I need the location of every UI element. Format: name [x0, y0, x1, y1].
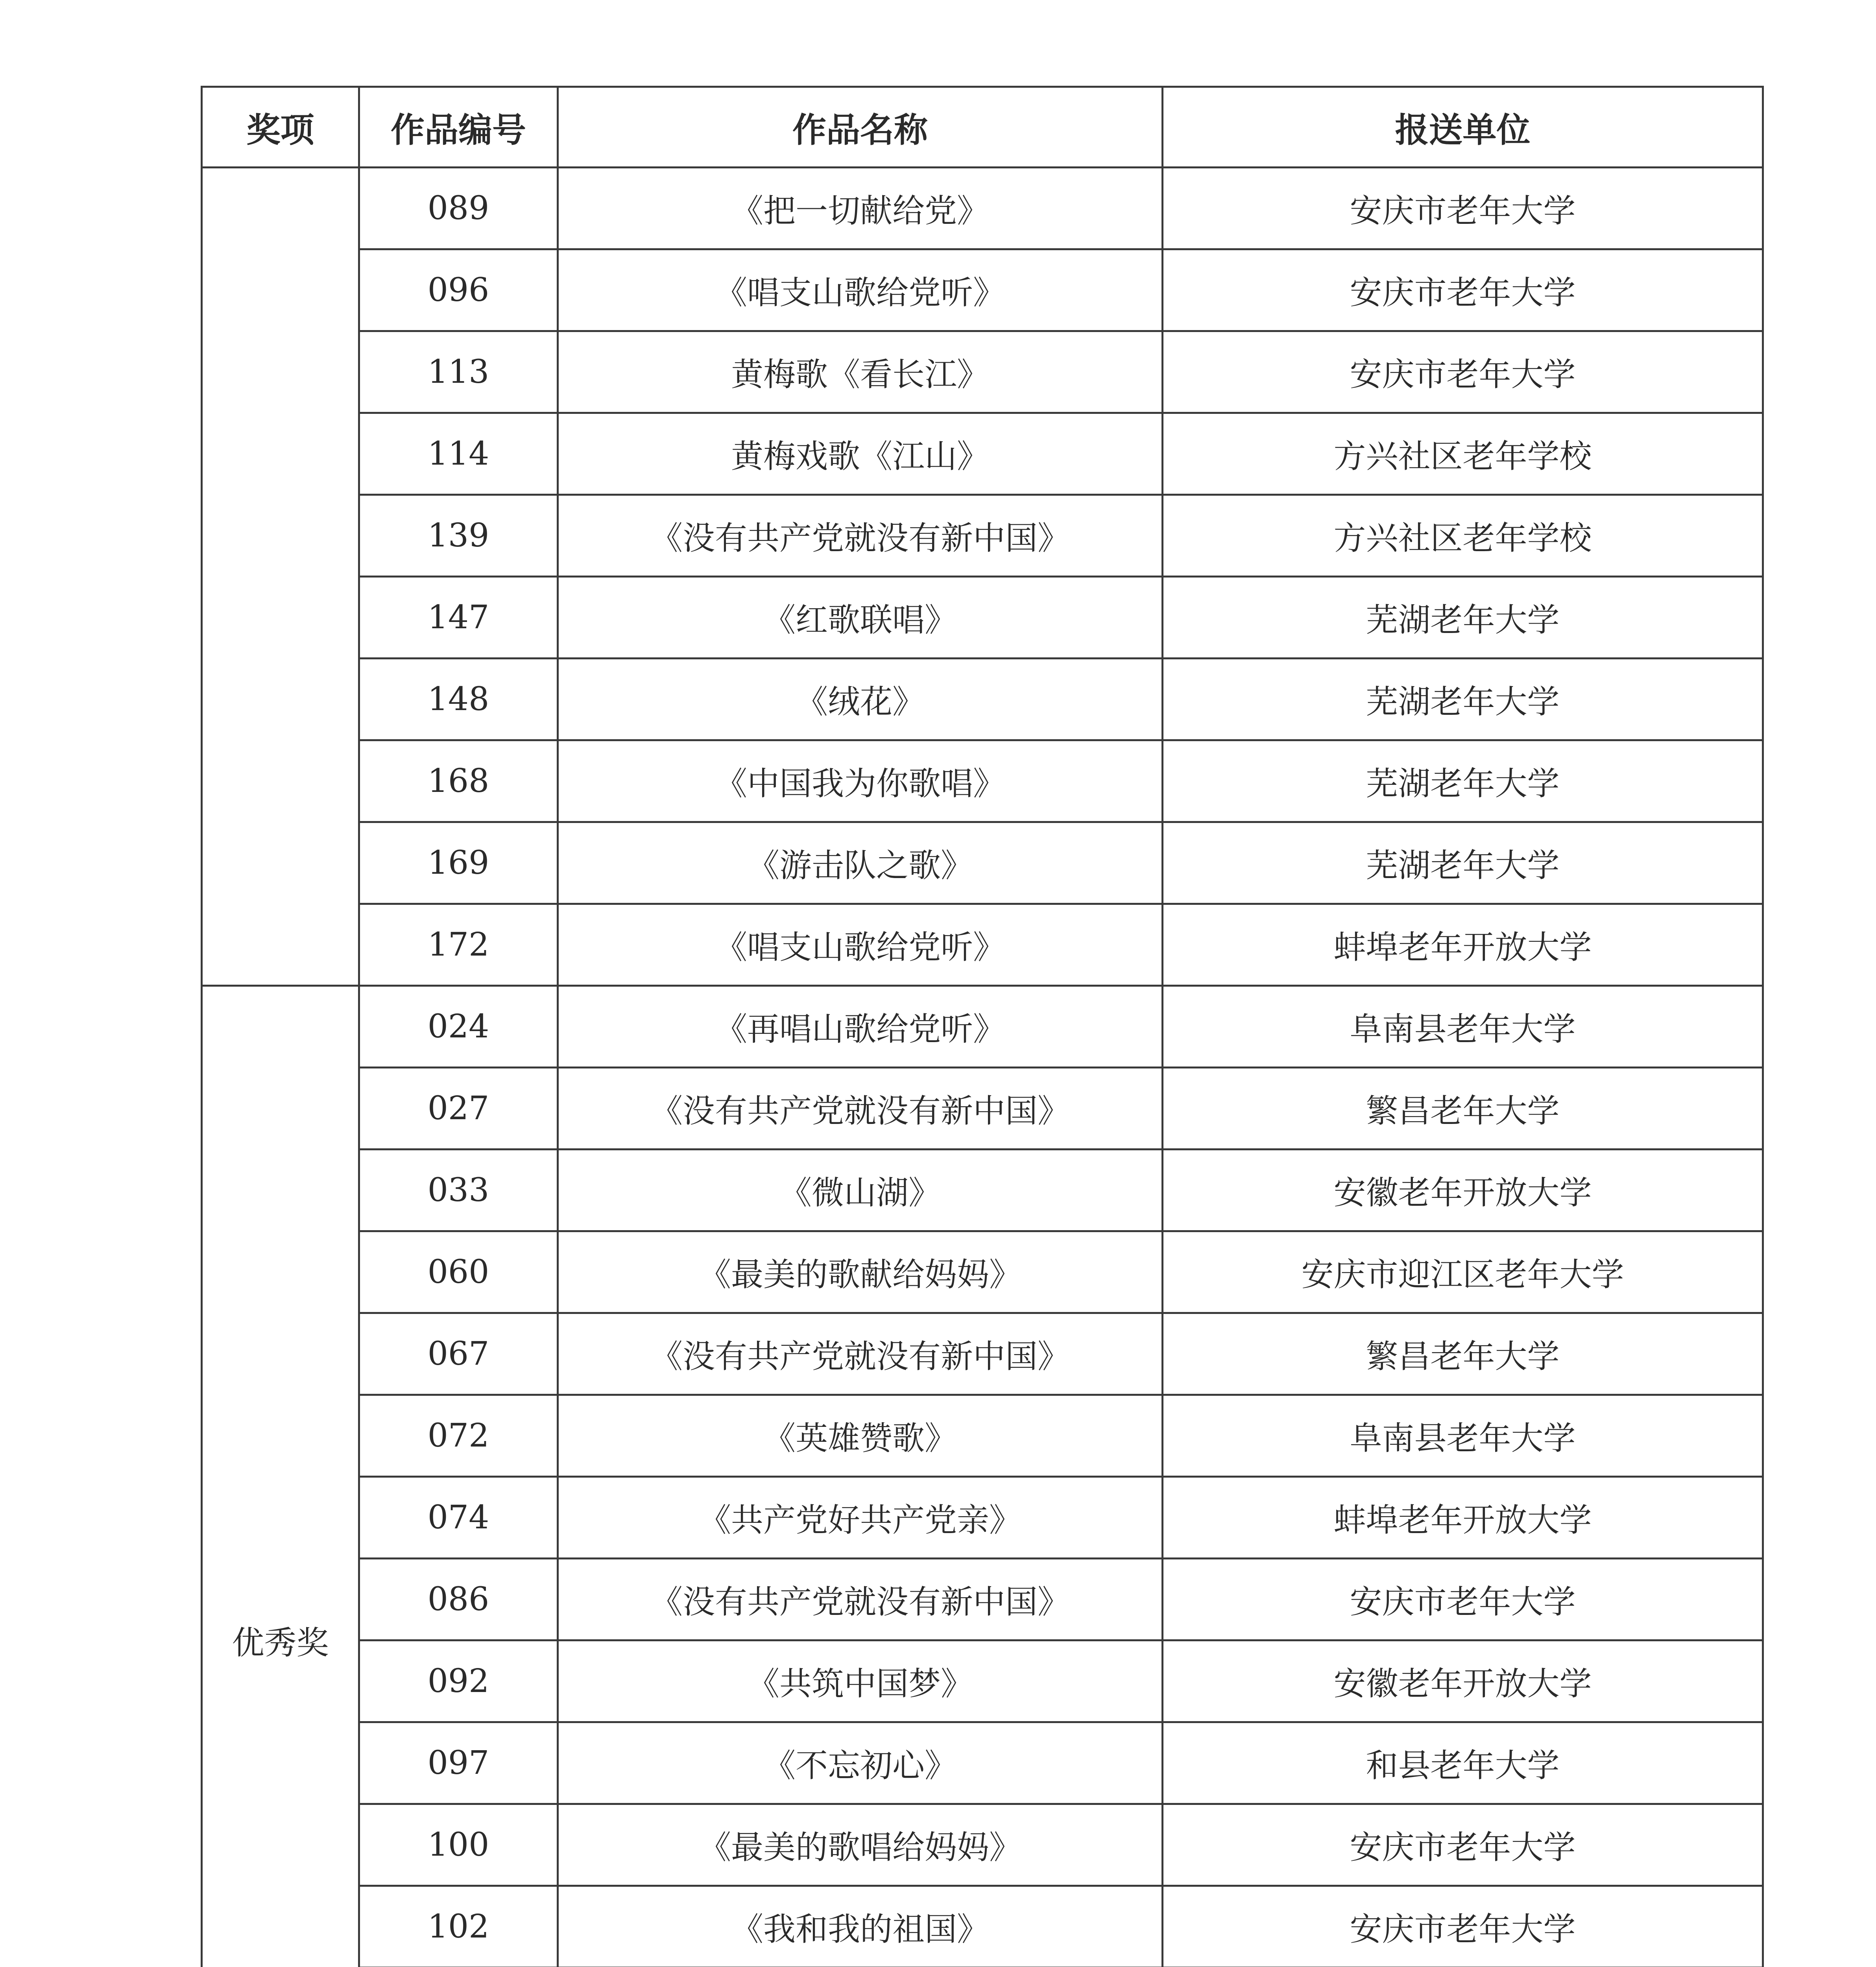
- header-award: 奖项: [202, 87, 359, 168]
- unit-cell: 芜湖老年大学: [1163, 659, 1763, 740]
- unit-cell: 安庆市老年大学: [1163, 249, 1763, 331]
- unit-cell: 安庆市老年大学: [1163, 1804, 1763, 1886]
- award-cell: 优秀奖: [202, 986, 359, 1967]
- unit-cell: 安庆市迎江区老年大学: [1163, 1231, 1763, 1313]
- table-row: [202, 740, 1763, 822]
- name-cell: 《唱支山歌给党听》: [558, 249, 1163, 331]
- number-cell: 100: [359, 1804, 558, 1886]
- unit-cell: 方兴社区老年学校: [1163, 495, 1763, 577]
- name-cell: 《绒花》: [558, 659, 1163, 740]
- number-cell: 147: [359, 577, 558, 659]
- name-cell: 《共筑中国梦》: [558, 1640, 1163, 1722]
- table-row: [202, 1068, 1763, 1150]
- number-cell: 169: [359, 822, 558, 904]
- name-cell: 黄梅戏歌《江山》: [558, 413, 1163, 495]
- unit-cell: 繁昌老年大学: [1163, 1313, 1763, 1395]
- table-header-row: [202, 87, 1763, 168]
- table-row: [202, 1150, 1763, 1231]
- number-cell: 086: [359, 1559, 558, 1640]
- name-cell: 《红歌联唱》: [558, 577, 1163, 659]
- table-row: [202, 1640, 1763, 1722]
- header-number: 作品编号: [359, 87, 558, 168]
- table-row: [202, 1477, 1763, 1559]
- number-cell: 113: [359, 331, 558, 413]
- number-cell: 139: [359, 495, 558, 577]
- table-body: [202, 168, 1763, 1967]
- unit-cell: 安庆市老年大学: [1163, 1559, 1763, 1640]
- unit-cell: 阜南县老年大学: [1163, 986, 1763, 1068]
- table-row: [202, 495, 1763, 577]
- unit-cell: 安庆市老年大学: [1163, 331, 1763, 413]
- name-cell: 黄梅歌《看长江》: [558, 331, 1163, 413]
- awards-table: [201, 86, 1764, 1967]
- unit-cell: 蚌埠老年开放大学: [1163, 1477, 1763, 1559]
- table-row: [202, 1886, 1763, 1967]
- table-row: [202, 168, 1763, 249]
- unit-cell: 安徽老年开放大学: [1163, 1150, 1763, 1231]
- table-row: [202, 1231, 1763, 1313]
- number-cell: 092: [359, 1640, 558, 1722]
- name-cell: 《最美的歌献给妈妈》: [558, 1231, 1163, 1313]
- unit-cell: 方兴社区老年学校: [1163, 413, 1763, 495]
- name-cell: 《游击队之歌》: [558, 822, 1163, 904]
- name-cell: 《没有共产党就没有新中国》: [558, 1313, 1163, 1395]
- number-cell: 067: [359, 1313, 558, 1395]
- number-cell: 027: [359, 1068, 558, 1150]
- unit-cell: 芜湖老年大学: [1163, 577, 1763, 659]
- number-cell: 024: [359, 986, 558, 1068]
- table-row: [202, 659, 1763, 740]
- number-cell: 072: [359, 1395, 558, 1477]
- name-cell: 《再唱山歌给党听》: [558, 986, 1163, 1068]
- table-row: [202, 1804, 1763, 1886]
- table-row: [202, 1722, 1763, 1804]
- table-row: [202, 986, 1763, 1068]
- table-row: [202, 249, 1763, 331]
- unit-cell: 安徽老年开放大学: [1163, 1640, 1763, 1722]
- unit-cell: 芜湖老年大学: [1163, 822, 1763, 904]
- unit-cell: 安庆市老年大学: [1163, 168, 1763, 249]
- name-cell: 《中国我为你歌唱》: [558, 740, 1163, 822]
- name-cell: 《唱支山歌给党听》: [558, 904, 1163, 986]
- number-cell: 060: [359, 1231, 558, 1313]
- unit-cell: 和县老年大学: [1163, 1722, 1763, 1804]
- unit-cell: 芜湖老年大学: [1163, 740, 1763, 822]
- name-cell: 《英雄赞歌》: [558, 1395, 1163, 1477]
- number-cell: 097: [359, 1722, 558, 1804]
- name-cell: 《把一切献给党》: [558, 168, 1163, 249]
- unit-cell: 阜南县老年大学: [1163, 1395, 1763, 1477]
- header-name: 作品名称: [558, 87, 1163, 168]
- name-cell: 《没有共产党就没有新中国》: [558, 1068, 1163, 1150]
- number-cell: 148: [359, 659, 558, 740]
- table-row: [202, 413, 1763, 495]
- unit-cell: 蚌埠老年开放大学: [1163, 904, 1763, 986]
- number-cell: 033: [359, 1150, 558, 1231]
- name-cell: 《微山湖》: [558, 1150, 1163, 1231]
- name-cell: 《最美的歌唱给妈妈》: [558, 1804, 1163, 1886]
- name-cell: 《没有共产党就没有新中国》: [558, 1559, 1163, 1640]
- table-row: [202, 1313, 1763, 1395]
- number-cell: 096: [359, 249, 558, 331]
- number-cell: 168: [359, 740, 558, 822]
- table-row: [202, 904, 1763, 986]
- name-cell: 《我和我的祖国》: [558, 1886, 1163, 1967]
- number-cell: 114: [359, 413, 558, 495]
- unit-cell: 安庆市老年大学: [1163, 1886, 1763, 1967]
- unit-cell: 繁昌老年大学: [1163, 1068, 1763, 1150]
- table-row: [202, 577, 1763, 659]
- table-row: [202, 331, 1763, 413]
- name-cell: 《不忘初心》: [558, 1722, 1163, 1804]
- number-cell: 089: [359, 168, 558, 249]
- header-unit: 报送单位: [1163, 87, 1763, 168]
- award-cell: [202, 168, 359, 986]
- number-cell: 074: [359, 1477, 558, 1559]
- table-row: [202, 1395, 1763, 1477]
- name-cell: 《共产党好共产党亲》: [558, 1477, 1163, 1559]
- number-cell: 102: [359, 1886, 558, 1967]
- name-cell: 《没有共产党就没有新中国》: [558, 495, 1163, 577]
- table-row: [202, 1559, 1763, 1640]
- table-row: [202, 822, 1763, 904]
- number-cell: 172: [359, 904, 558, 986]
